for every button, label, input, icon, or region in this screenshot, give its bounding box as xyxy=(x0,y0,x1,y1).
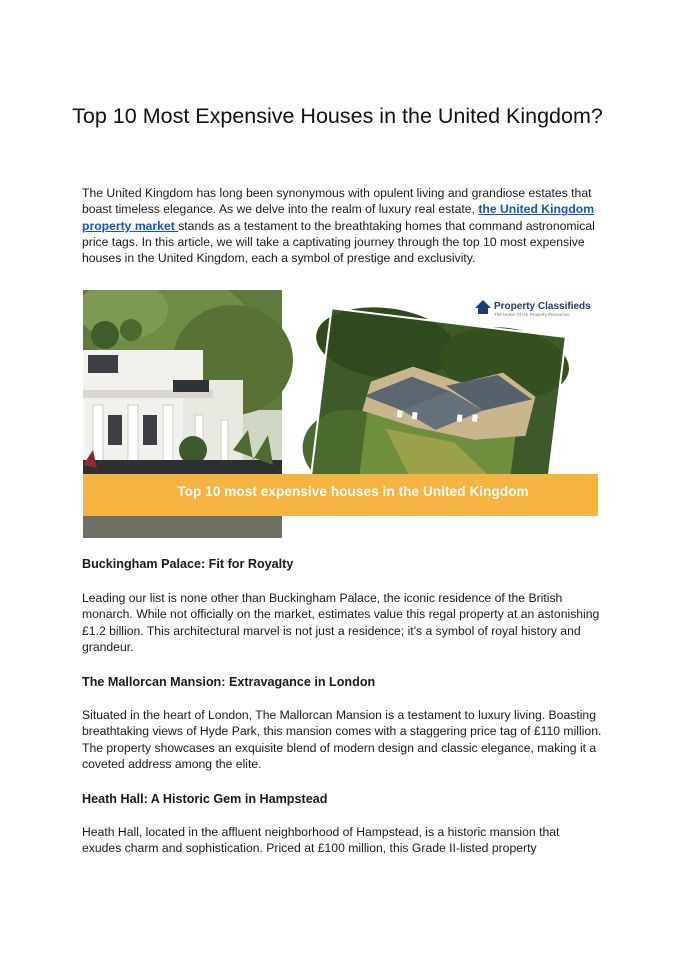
intro-text-end: stands as a testament to the breathtaking homes that command astronomical price tags. In this article, we will take a captivating journey through the top 10 most expensive houses in the United Kingdom, each a symbol of prestige and exclusivity. xyxy=(82,218,595,266)
intro-paragraph xyxy=(82,185,602,266)
logo-tagline: The Home Of UK Property Resources xyxy=(494,312,570,317)
property-market-link[interactable]: the United Kingdom property market xyxy=(82,202,595,233)
section-heading-mallorcan: The Mallorcan Mansion: Extravagance in London xyxy=(82,675,376,689)
banner-caption: Top 10 most expensive houses in the United Kingdom xyxy=(177,484,529,499)
section-body-heath-hall: Heath Hall, located in the affluent neighborhood of Hampstead, is a historic mansion that exudes charm and sophistication. Priced at £100 million, this Grade II-listed property xyxy=(82,825,560,856)
intro-text-start: The United Kingdom has long been synonymous with opulent living and grandiose estates that boast timeless elegance. As we delve into the realm of luxury real estate, xyxy=(82,186,592,217)
page-title: Top 10 Most Expensive Houses in the United Kingdom? xyxy=(72,104,603,128)
banner-illustration xyxy=(83,290,598,538)
property-classifieds-logo xyxy=(475,300,591,317)
section-heading-heath-hall: Heath Hall: A Historic Gem in Hampstead xyxy=(82,792,328,806)
logo-name: Property Classifieds xyxy=(494,301,591,312)
article-banner-image xyxy=(83,290,598,538)
house-logo-icon xyxy=(475,300,491,314)
section-body-buckingham: Leading our list is none other than Buckingham Palace, the iconic residence of the British monarch. While not officially on the market, estimates value this regal property at an astonishing £1.2 billion. This architectural marvel is not just a residence; it's a symbol of royal history and grandeur. xyxy=(82,591,600,654)
section-body-mallorcan: Situated in the heart of London, The Mallorcan Mansion is a testament to luxury living. Boasting breathtaking views of Hyde Park, this mansion comes with a staggering price tag of £110 million. The property showcases an exquisite blend of modern design and classic elegance, making it a coveted address among the elite. xyxy=(82,708,602,771)
section-heading-buckingham: Buckingham Palace: Fit for Royalty xyxy=(82,557,294,571)
